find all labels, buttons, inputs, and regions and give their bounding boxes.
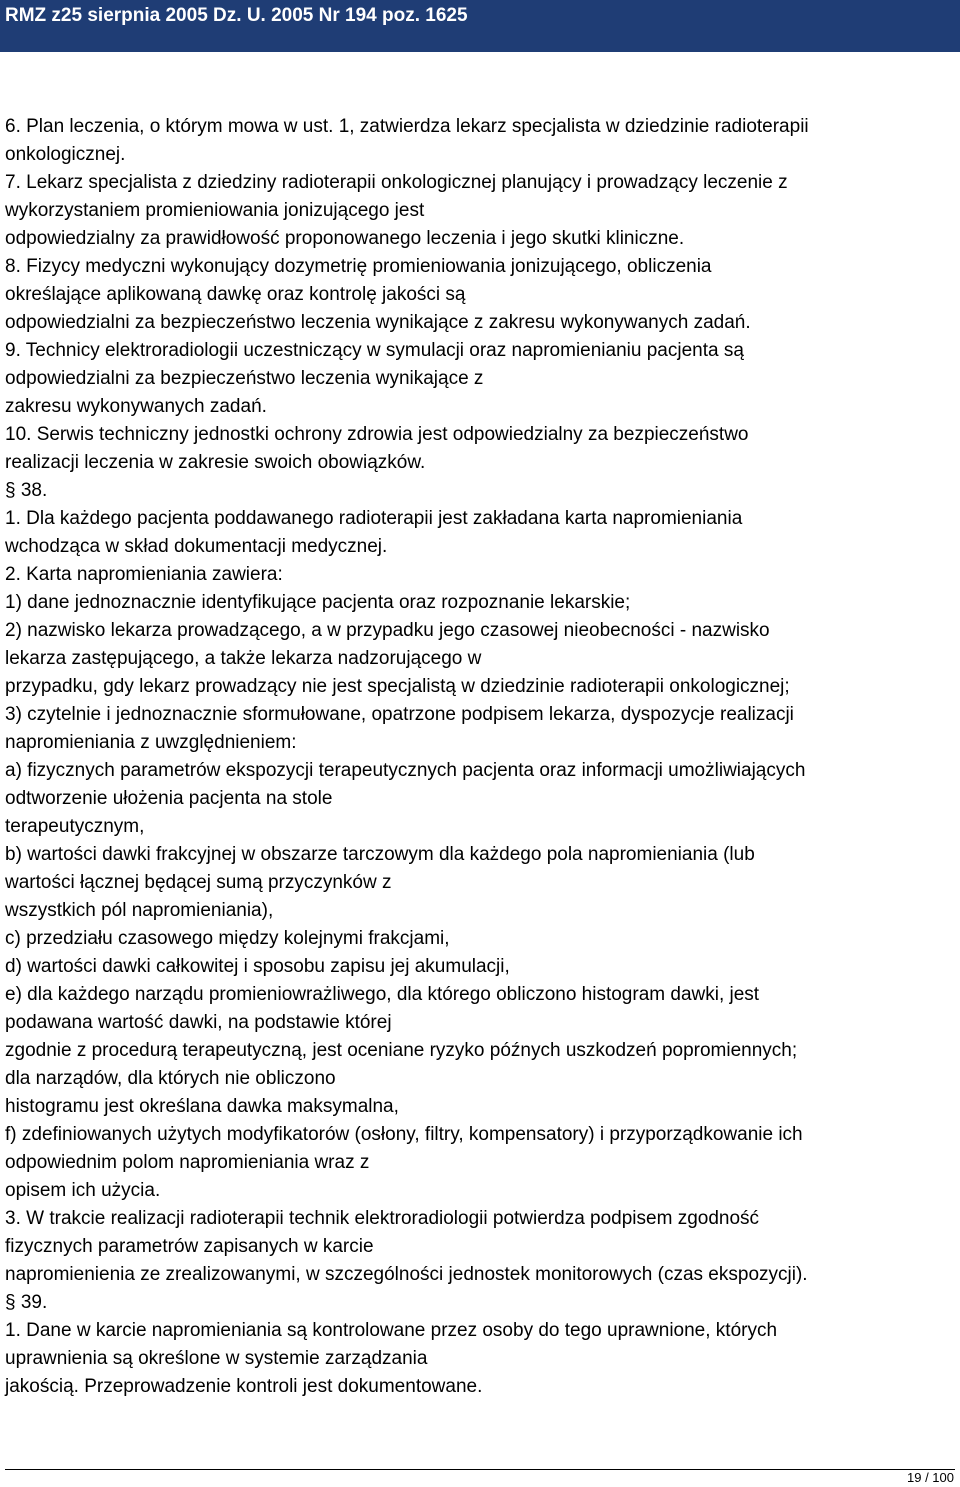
text-line: d) wartości dawki całkowitej i sposobu zapisu jej akumulacji, <box>5 956 510 977</box>
text-line: histogramu jest określana dawka maksymalna, <box>5 1096 399 1117</box>
text-line: zakresu wykonywanych zadań. <box>5 396 267 417</box>
text-line: napromienienia ze zrealizowanymi, w szczególności jednostek monitorowych (czas ekspozycji). <box>5 1264 808 1285</box>
page-number: 19 / 100 <box>907 1470 954 1485</box>
text-line: odtworzenie ułożenia pacjenta na stole <box>5 788 333 809</box>
text-line: wszystkich pól napromieniania), <box>5 900 274 921</box>
text-line: 1. Dla każdego pacjenta poddawanego radioterapii jest zakładana karta napromieniania <box>5 508 743 529</box>
text-line: 10. Serwis techniczny jednostki ochrony zdrowia jest odpowiedzialny za bezpieczeństwo <box>5 424 749 445</box>
document-body <box>5 113 957 1401</box>
footer-divider <box>5 1469 955 1470</box>
text-line: a) fizycznych parametrów ekspozycji terapeutycznych pacjenta oraz informacji umożliwiających <box>5 760 806 781</box>
text-line: terapeutycznym, <box>5 816 145 837</box>
text-line: 2. Karta napromieniania zawiera: <box>5 564 283 585</box>
text-line: realizacji leczenia w zakresie swoich obowiązków. <box>5 452 426 473</box>
text-line: odpowiednim polom napromieniania wraz z <box>5 1152 370 1173</box>
text-line: przypadku, gdy lekarz prowadzący nie jest specjalistą w dziedzinie radioterapii onkologicznej; <box>5 676 790 697</box>
text-line: napromieniania z uwzględnieniem: <box>5 732 297 753</box>
text-line: odpowiedzialny za prawidłowość proponowanego leczenia i jego skutki kliniczne. <box>5 228 685 249</box>
text-line: opisem ich użycia. <box>5 1180 161 1201</box>
text-line: 1) dane jednoznacznie identyfikujące pacjenta oraz rozpoznanie lekarskie; <box>5 592 631 613</box>
document-title: RMZ z25 sierpnia 2005 Dz. U. 2005 Nr 194 poz. 1625 <box>5 5 468 26</box>
text-line: fizycznych parametrów zapisanych w karcie <box>5 1236 374 1257</box>
text-line: zgodnie z procedurą terapeutyczną, jest oceniane ryzyko późnych uszkodzeń popromiennych; <box>5 1040 798 1061</box>
section-heading: § 39. <box>5 1292 48 1313</box>
text-line: e) dla każdego narządu promieniowrażliwego, dla którego obliczono histogram dawki, jest <box>5 984 760 1005</box>
text-line: wykorzystaniem promieniowania jonizującego jest <box>5 200 425 221</box>
text-line: f) zdefiniowanych użytych modyfikatorów (osłony, filtry, kompensatory) i przyporządkowanie ich <box>5 1124 803 1145</box>
text-line: 1. Dane w karcie napromieniania są kontrolowane przez osoby do tego uprawnione, których <box>5 1320 778 1341</box>
text-line: 6. Plan leczenia, o którym mowa w ust. 1, zatwierdza lekarz specjalista w dziedzinie radioterapii <box>5 116 809 137</box>
text-line: wchodząca w skład dokumentacji medycznej. <box>5 536 388 557</box>
text-line: odpowiedzialni za bezpieczeństwo leczenia wynikające z zakresu wykonywanych zadań. <box>5 312 751 333</box>
text-line: wartości łącznej będącej sumą przyczynków z <box>5 872 392 893</box>
text-line: jakością. Przeprowadzenie kontroli jest dokumentowane. <box>5 1376 483 1397</box>
text-line: 3) czytelnie i jednoznacznie sformułowane, opatrzone podpisem lekarza, dyspozycje realizacji <box>5 704 794 725</box>
text-line: dla narządów, dla których nie obliczono <box>5 1068 336 1089</box>
text-line: 3. W trakcie realizacji radioterapii technik elektroradiologii potwierdza podpisem zgodność <box>5 1208 760 1229</box>
text-line: 8. Fizycy medyczni wykonujący dozymetrię promieniowania jonizującego, obliczenia <box>5 256 712 277</box>
text-line: b) wartości dawki frakcyjnej w obszarze tarczowym dla każdego pola napromieniania (lub <box>5 844 755 865</box>
document-header-bar <box>0 0 960 52</box>
text-line: określające aplikowaną dawkę oraz kontrolę jakości są <box>5 284 466 305</box>
text-line: lekarza zastępującego, a także lekarza nadzorującego w <box>5 648 482 669</box>
text-line: 7. Lekarz specjalista z dziedziny radioterapii onkologicznej planujący i prowadzący leczenie z <box>5 172 788 193</box>
text-line: c) przedziału czasowego między kolejnymi frakcjami, <box>5 928 450 949</box>
text-line: 2) nazwisko lekarza prowadzącego, a w przypadku jego czasowej nieobecności - nazwisko <box>5 620 770 641</box>
text-line: uprawnienia są określone w systemie zarządzania <box>5 1348 428 1369</box>
text-line: onkologicznej. <box>5 144 126 165</box>
text-line: 9. Technicy elektroradiologii uczestniczący w symulacji oraz napromienianiu pacjenta są <box>5 340 744 361</box>
section-heading: § 38. <box>5 480 48 501</box>
text-line: odpowiedzialni za bezpieczeństwo leczenia wynikające z <box>5 368 484 389</box>
text-line: podawana wartość dawki, na podstawie której <box>5 1012 392 1033</box>
